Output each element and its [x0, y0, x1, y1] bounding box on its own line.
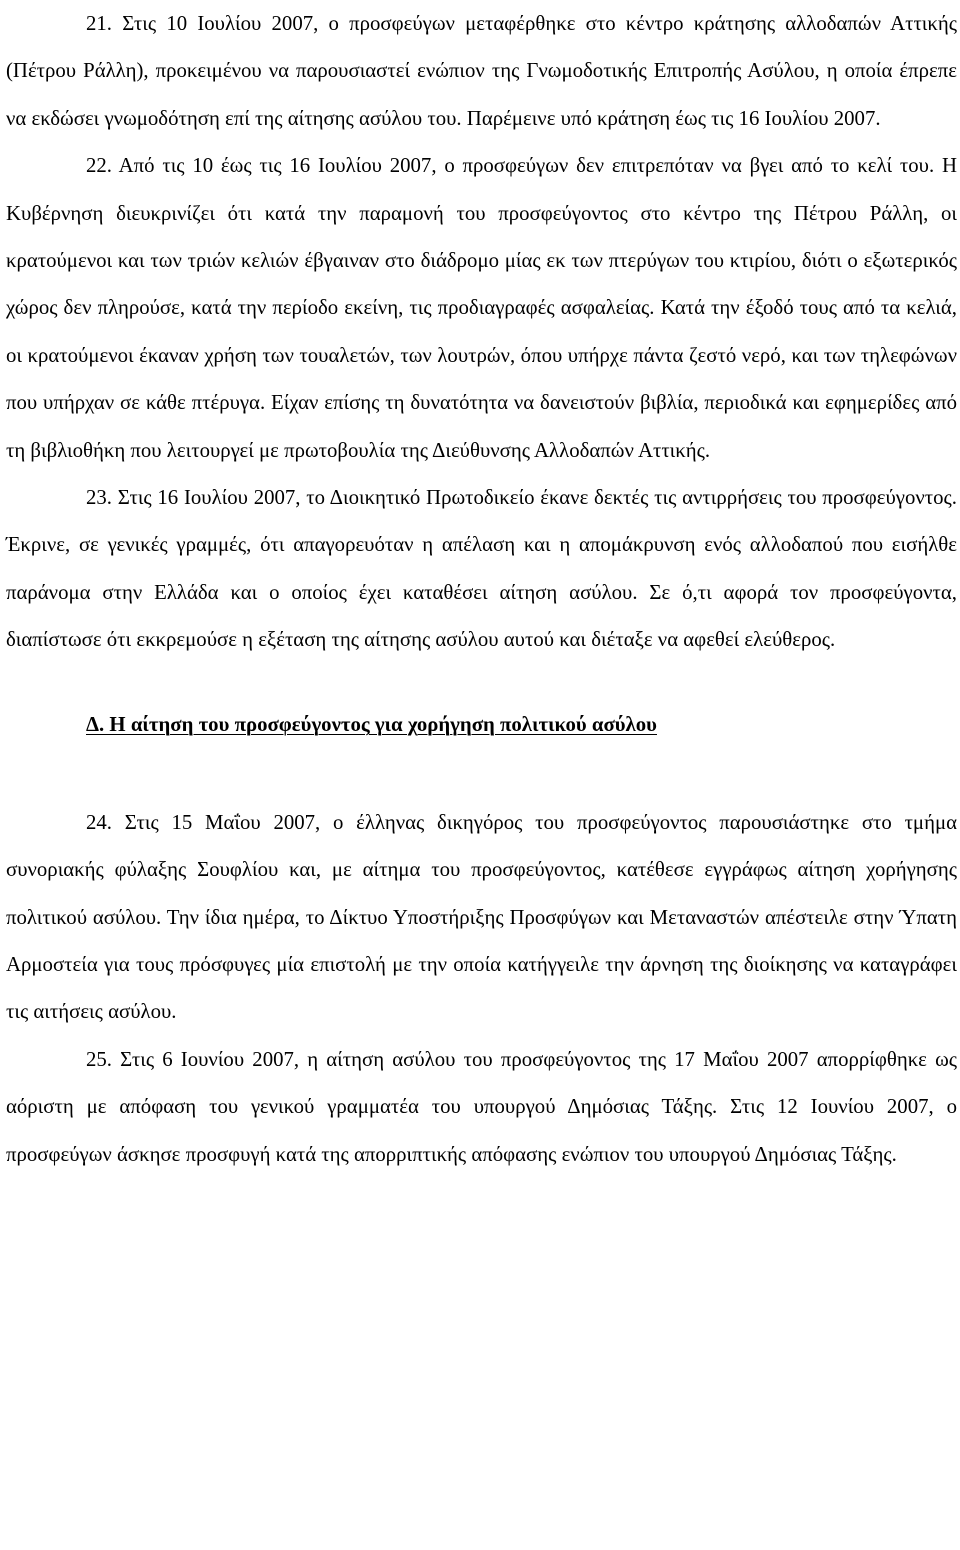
section-heading-block: [6, 664, 957, 799]
paragraph-22: 22. Από τις 10 έως τις 16 Ιουλίου 2007, ο προσφεύγων δεν επιτρεπόταν να βγει από το κελί του. Η Κυβέρνηση διευκρινίζει ότι κατά την παραμονή του προσφεύγοντος στο κέντρο της Πέτρου Ράλλη, οι κρατούμενοι και των τριών κελιών έβγαιναν στο διάδρομο μίας εκ των πτερύγων του κτιρίου, διότι ο εξωτερικός χώρος δεν πληρούσε, κατά την περίοδο εκείνη, τις προδιαγραφές ασφαλείας. Κατά την έξοδό τους από τα κελιά, οι κρατούμενοι έκαναν χρήση των τουαλετών, των λουτρών, όπου υπήρχε πάντα ζεστό νερό, και των τηλεφώνων που υπήρχαν σε κάθε πτέρυγα. Είχαν επίσης τη δυνατότητα να δανειστούν βιβλία, περιοδικά και εφημερίδες από τη βιβλιοθήκη που λειτουργεί με πρωτοβουλία της Διεύθυνσης Αλλοδαπών Αττικής.: [6, 154, 957, 462]
paragraph-25: 25. Στις 6 Ιουνίου 2007, η αίτηση ασύλου του προσφεύγοντος της 17 Μαΐου 2007 απορρίφθηκε ως αόριστη με απόφαση του γενικού γραμματέα του υπουργού Δημόσιας Τάξης. Στις 12 Ιουνίου 2007, ο προσφεύγων άσκησε προσφυγή κατά της απορριπτικής απόφασης ενώπιον του υπουργού Δημόσιας Τάξης.: [6, 1047, 957, 1166]
paragraph-21: 21. Στις 10 Ιουλίου 2007, ο προσφεύγων μεταφέρθηκε στο κέντρο κράτησης αλλοδαπών Αττικής (Πέτρου Ράλλη), προκειμένου να παρουσιαστεί ενώπιον της Γνωμοδοτικής Επιτροπής Ασύλου, η οποία έπρεπε να εκδώσει γνωμοδότηση επί της αίτησης ασύλου του. Παρέμεινε υπό κράτηση έως τις 16 Ιουλίου 2007.: [6, 12, 957, 130]
paragraph-23: 23. Στις 16 Ιουλίου 2007, το Διοικητικό Πρωτοδικείο έκανε δεκτές τις αντιρρήσεις του προσφεύγοντος. Έκρινε, σε γενικές γραμμές, ότι απαγορευόταν η απέλαση και η απομάκρυνση ενός αλλοδαπού που εισήλθε παράνομα στην Ελλάδα και ο οποίος έχει καταθέσει αίτηση ασύλου. Σε ό,τι αφορά τον προσφεύγοντα, διαπίστωσε ότι εκκρεμούσε η εξέταση της αίτησης ασύλου αυτού και διέταξε να αφεθεί ελεύθερος.: [6, 486, 957, 652]
document-page: [6, 0, 957, 1178]
paragraph-24: 24. Στις 15 Μαΐου 2007, ο έλληνας δικηγόρος του προσφεύγοντος παρουσιάστηκε στο τμήμα συνοριακής φύλαξης Σουφλίου και, με αίτημα του προσφεύγοντος, κατέθεσε εγγράφως αίτηση χορήγησης πολιτικού ασύλου. Την ίδια ημέρα, το Δίκτυο Υποστήριξης Προσφύγων και Μεταναστών απέστειλε στην Ύπατη Αρμοστεία για τους πρόσφυγες μία επιστολή με την οποία κατήγγειλε την άρνηση της διοίκησης να καταγράφει τις αιτήσεις ασύλου.: [6, 810, 957, 1024]
section-heading: Δ. Η αίτηση του προσφεύγοντος για χορήγηση πολιτικού ασύλου: [86, 712, 657, 736]
